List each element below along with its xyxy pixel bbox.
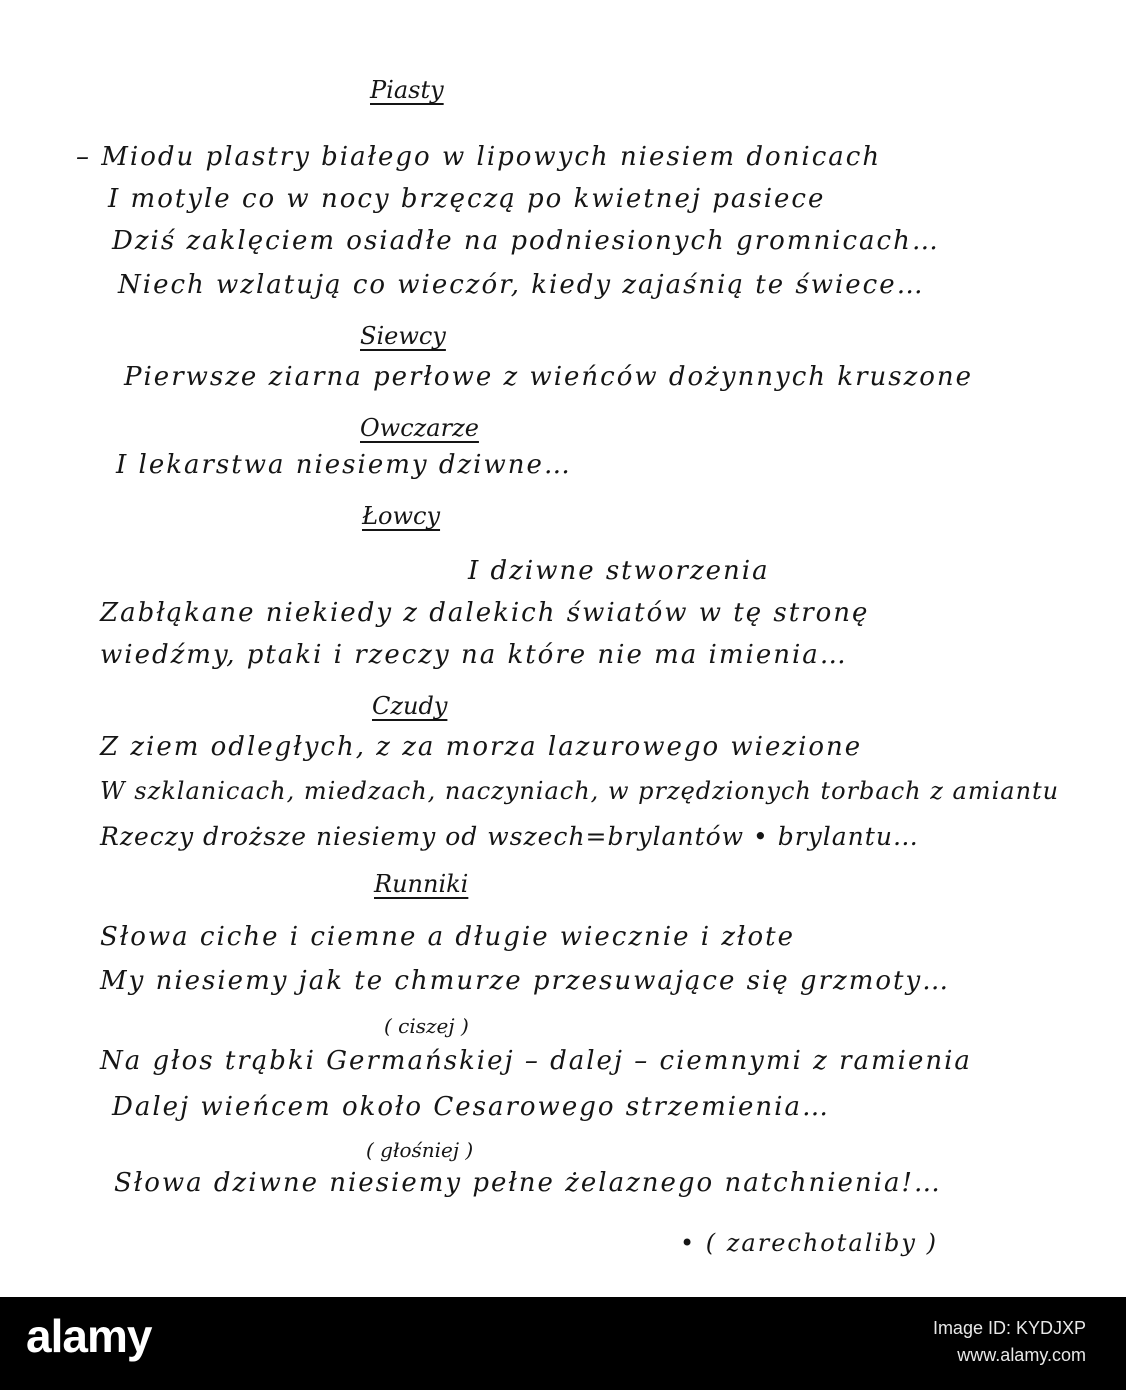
line-lowcy-3: wiedźmy, ptaki i rzeczy na które nie ma imienia… [100,640,848,670]
stanza-1-line-1: – Miodu plastry białego w lipowych niesiem donicach [76,142,882,172]
poem-title: Piasty [370,76,444,104]
watermark-bar [0,1297,1126,1390]
final-line: Słowa dziwne niesiemy pełne żelaznego natchnienia!… [114,1168,942,1198]
heading-owczarze: Owczarze [360,414,479,442]
stanza-end-line-2: Dalej wieńcem około Cesarowego strzemienia… [112,1092,830,1122]
stanza-czudy-line-1: Z ziem odległych, z za morza lazurowego wiezione [100,732,863,762]
note-ciszej: ( ciszej ) [384,1014,469,1038]
stanza-1-line-3: Dziś zaklęciem osiadłe na podniesionych gromnicach… [112,226,940,256]
watermark-url: www.alamy.com [957,1345,1086,1365]
stanza-czudy-line-3: Rzeczy droższe niesiemy od wszech=brylantów • brylantu… [100,822,919,851]
stanza-runniki-line-1: Słowa ciche i ciemne a długie wiecznie i złote [100,922,795,952]
stanza-1-line-2: I motyle co w nocy brzęczą po kwietnej pasiece [108,184,826,214]
image-id-label: Image ID: KYDJXP [932,1318,1086,1338]
stanza-end-line-1: Na głos trąbki Germańskiej – dalej – ciemnymi z ramienia [100,1046,972,1076]
heading-runniki: Runniki [374,870,469,898]
line-siewcy: Pierwsze ziarna perłowe z wieńców dożynnych kruszone [124,362,974,392]
stanza-czudy-line-2: W szklanicach, miedzach, naczyniach, w przędzionych torbach z amiantu [100,777,1060,805]
line-lowcy-2: Zabłąkane niekiedy z dalekich światów w tę stronę [100,598,870,628]
stanza-1-line-4: Niech wzlatują co wieczór, kiedy zajaśnią te świece… [118,270,925,300]
stanza-runniki-line-2: My niesiemy jak te chmurze przesuwające się grzmoty… [100,966,951,996]
line-lowcy-1: I dziwne stworzenia [468,556,770,586]
alamy-logo: alamy [26,1310,152,1362]
note-glosniej: ( głośniej ) [366,1138,474,1162]
heading-lowcy: Łowcy [362,502,441,530]
line-owczarze: I lekarstwa niesiemy dziwne… [116,450,572,480]
heading-czudy: Czudy [372,692,448,720]
signature-note: • ( zarechotaliby ) [680,1229,938,1257]
heading-siewcy: Siewcy [360,322,446,350]
